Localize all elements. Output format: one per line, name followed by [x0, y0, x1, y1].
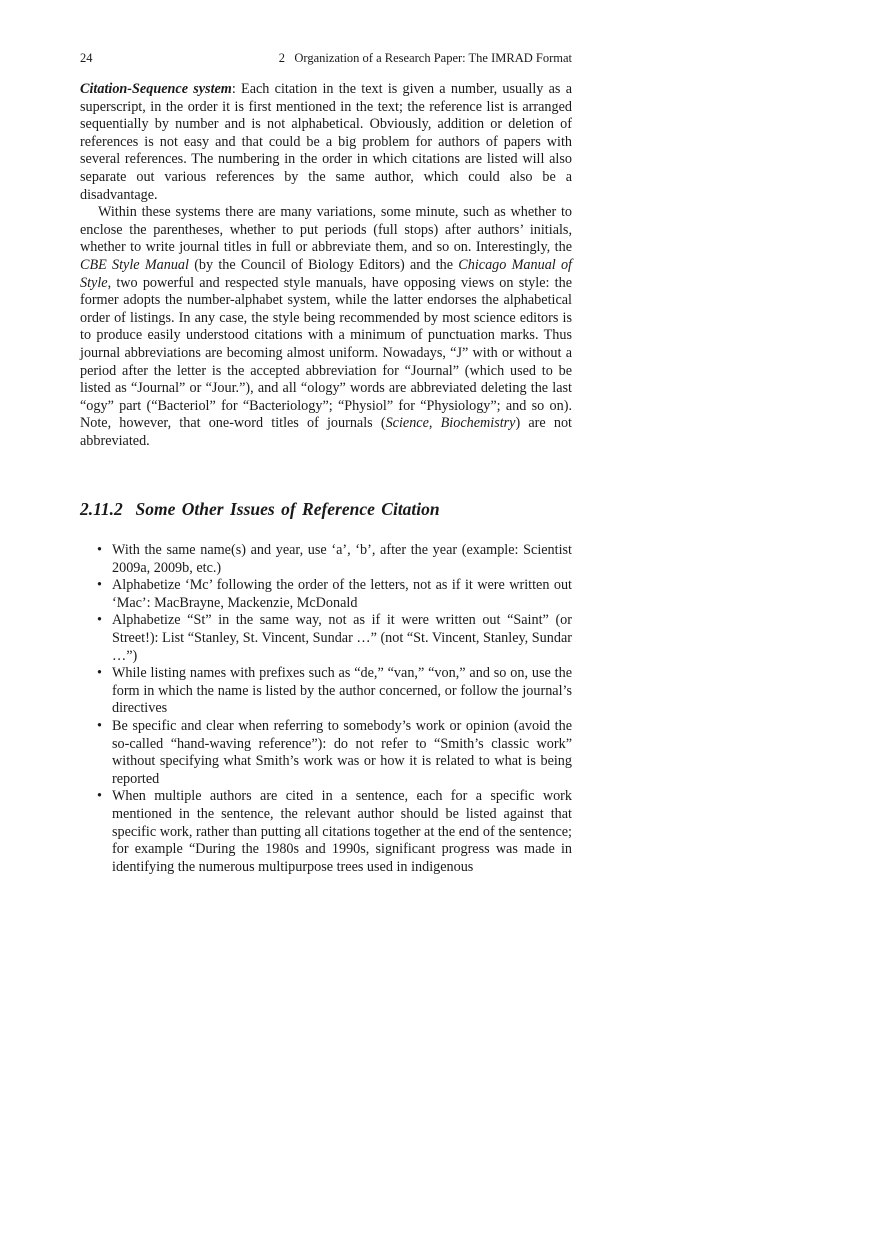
list-item-text: When multiple authors are cited in a sentence, each for a specific work mentioned in the sentence, the relevant author should be listed against that specific work, rather than putting all citations together at the end of the sentence; for example “During the 1980s and 1990s, significant progress was made in identifying the numerous multipurpose trees used in indigenous [112, 788, 572, 875]
bullet-icon: • [97, 717, 102, 734]
paragraph-text: : Each citation in the text is given a number, usually as a superscript, in the order it is first mentioned in the text; the reference list is arranged sequentially by number and is not alphabetical. Obviously, addition or deletion of references is not easy and that could be a big problem for authors of papers with several references. The numbering in the order in which citations are listed will also separate out various references by the same author, which could also be a disadvantage. [80, 81, 572, 203]
list-item-text: Alphabetize ‘Mc’ following the order of the letters, not as if it were written out ‘Mac’: MacBrayne, Mackenzie, McDonald [112, 577, 572, 611]
chapter-title: 2 Organization of a Research Paper: The IMRAD Format [278, 51, 572, 65]
bullet-icon: • [97, 612, 102, 629]
bullet-icon: • [97, 788, 102, 805]
lead-term: Citation-Sequence system [80, 81, 232, 97]
list-item-text: Alphabetize “St” in the same way, not as if it were written out “Saint” (or Street!): List “Stanley, St. Vincent, Sundar …” (not “St. Vincent, Stanley, Sundar …”) [112, 612, 572, 664]
paragraph-text: ) are not abbreviated. [80, 415, 572, 449]
journal-title-science: Science [385, 415, 429, 432]
bullet-icon: • [97, 665, 102, 682]
separator: , [428, 415, 441, 432]
list-item [80, 718, 572, 788]
list-item [80, 612, 572, 665]
paragraph-text: (by the Council of Biology Editors) and the [188, 256, 459, 273]
paragraph-citation-sequence [80, 81, 572, 204]
bullet-icon: • [97, 577, 102, 594]
list-item [80, 542, 572, 577]
paragraph-text: , two powerful and respected style manuals, have opposing views on style: the former adopts the number-alphabet system, while the latter endorses the alphabetical order of listings. In any case, the style being recommended by most science editors is to produce easily understood citations with a minimum of punctuation marks. Thus journal abbreviations are becoming almost uniform. Nowadays, “J” with or without a period after the letter is the accepted abbreviation for “Journal” (which used to be listed as “Journal” or “Jour.”), and all “ology” words are abbreviated deleting the last “ogy” part (“Bacteriol” for “Bacteriology”; “Physiol” for “Physiology”; and so on). Note, however, that one-word titles of journals ( [80, 274, 572, 432]
list-item [80, 665, 572, 718]
bullet-icon: • [97, 542, 102, 558]
paragraph-variations [80, 204, 572, 450]
list-item-text: With the same name(s) and year, use ‘a’, ‘b’, after the year (example: Scientist 2009a, 2009b, etc.) [112, 542, 572, 576]
journal-title-biochemistry: Biochemistry [440, 415, 516, 432]
book-title-cbe: CBE Style Manual [80, 256, 189, 273]
body-text [80, 81, 572, 450]
list-item-text: Be specific and clear when referring to somebody’s work or opinion (avoid the so-called “hand-waving reference”): do not refer to “Smith’s classic work” without specifying what Smith’s work was or how it is related to what is being reported [112, 717, 572, 787]
list-item [80, 788, 572, 876]
book-title-chicago: Chicago Manual of Style [80, 256, 572, 291]
list-item [80, 577, 572, 612]
section-heading: 2.11.2 Some Other Issues of Reference Citation [80, 499, 440, 519]
bullet-list [80, 542, 572, 876]
running-header [80, 51, 572, 69]
list-item-text: While listing names with prefixes such as “de,” “van,” “von,” and so on, use the form in which the name is listed by the author concerned, or follow the journal’s directives [112, 665, 572, 717]
page-number: 24 [80, 51, 93, 65]
paragraph-text: Within these systems there are many variations, some minute, such as whether to enclose the parentheses, whether to put periods (full stops) after authors’ initials, whether to write journal titles in full or abbreviate them, and so on. Interestingly, the [80, 204, 572, 256]
